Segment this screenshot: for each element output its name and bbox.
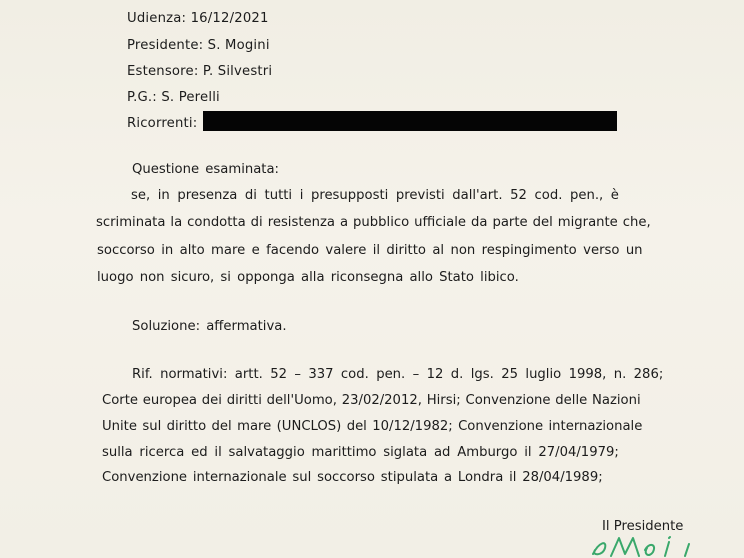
question-line-3: soccorso in alto mare e facendo valere il diritto al non respingimento verso un xyxy=(97,243,643,258)
hearing-date: Udienza: 16/12/2021 xyxy=(127,11,269,26)
references-line-3: Unite sul diritto del mare (UNCLOS) del 10/12/1982; Convenzione internazionale xyxy=(102,419,643,434)
references-line-4: sulla ricerca ed il salvataggio marittimo siglata ad Amburgo il 27/04/1979; xyxy=(102,445,619,460)
prosecutor-general: P.G.: S. Perelli xyxy=(127,90,220,105)
question-line-4: luogo non sicuro, si opponga alla riconsegna allo Stato libico. xyxy=(97,270,519,285)
question-line-1: se, in presenza di tutti i presupposti previsti dall'art. 52 cod. pen., è xyxy=(131,188,619,203)
solution: Soluzione: affermativa. xyxy=(132,319,287,334)
rapporteur: Estensore: P. Silvestri xyxy=(127,64,273,79)
signature-label: Il Presidente xyxy=(602,519,684,534)
references-line-2: Corte europea dei diritti dell'Uomo, 23/02/2012, Hirsi; Convenzione delle Nazioni xyxy=(102,393,641,408)
references-line-5: Convenzione internazionale sul soccorso stipulata a Londra il 28/04/1989; xyxy=(102,470,603,485)
question-heading: Questione esaminata: xyxy=(132,162,279,177)
president: Presidente: S. Mogini xyxy=(127,38,270,53)
redacted-appellants xyxy=(203,111,617,131)
question-line-2: scriminata la condotta di resistenza a pubblico ufficiale da parte del migrante che, xyxy=(96,215,651,230)
appellants-label: Ricorrenti: xyxy=(127,116,198,131)
references-line-1: Rif. normativi: artt. 52 – 337 cod. pen. – 12 d. lgs. 25 luglio 1998, n. 286; xyxy=(132,367,664,382)
handwritten-signature xyxy=(585,532,735,558)
